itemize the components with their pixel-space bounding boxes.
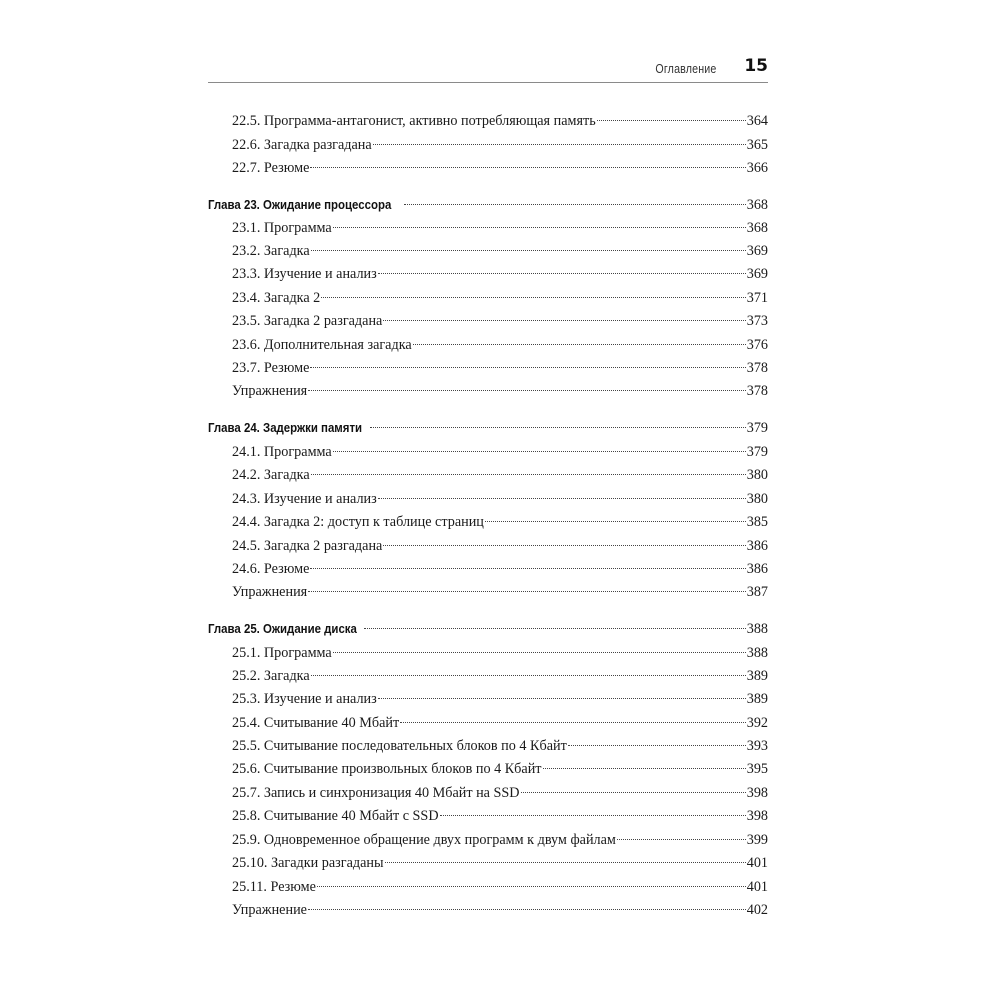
dot-leader [308, 909, 746, 910]
dot-leader [373, 144, 746, 145]
toc-page-number: 398 [746, 808, 768, 824]
toc-section-entry[interactable] [232, 782, 768, 804]
dot-leader [333, 652, 746, 653]
toc-page-number: 392 [746, 715, 768, 731]
dot-leader [597, 120, 746, 121]
toc-section-entry[interactable] [232, 665, 768, 687]
toc-entry-title: Упражнения [232, 584, 308, 600]
toc-page-number: 366 [746, 160, 768, 176]
dot-leader [543, 768, 746, 769]
toc-section-entry[interactable] [232, 334, 768, 356]
dot-leader [321, 297, 745, 298]
toc-entry-title: 24.2. Загадка [232, 467, 310, 483]
toc-entry-title: 23.2. Загадка [232, 243, 310, 259]
toc-section-entry[interactable] [232, 558, 768, 580]
dot-leader [385, 862, 746, 863]
toc-entry-title: 25.2. Загадка [232, 668, 310, 684]
toc-page-number: 379 [746, 420, 768, 436]
toc-section-entry[interactable] [232, 310, 768, 332]
toc-page-number: 386 [746, 561, 768, 577]
dot-leader [378, 273, 746, 274]
toc-page-number: 401 [746, 879, 768, 895]
dot-leader [370, 427, 746, 428]
toc-entry-title: 25.9. Одновременное обращение двух программ к двум файлам [232, 832, 616, 848]
toc-entry-title: 23.6. Дополнительная загадка [232, 337, 412, 353]
toc-page-number: 399 [746, 832, 768, 848]
dot-leader [400, 722, 746, 723]
toc-page-number: 378 [746, 383, 768, 399]
running-header [208, 54, 768, 84]
toc-entry-title: 25.5. Считывание последовательных блоков по 4 Кбайт [232, 738, 567, 754]
toc-page-number: 380 [746, 491, 768, 507]
toc-entry-title: 23.3. Изучение и анализ [232, 266, 377, 282]
dot-leader [485, 521, 746, 522]
toc-entry-title: 23.7. Резюме [232, 360, 310, 376]
dot-leader [440, 815, 746, 816]
toc-entry-title: 24.4. Загадка 2: доступ к таблице страниц [232, 514, 484, 530]
toc-page-number: 380 [746, 467, 768, 483]
toc-entry-title: 25.10. Загадки разгаданы [232, 855, 384, 871]
toc-page-number: 371 [746, 290, 768, 306]
toc-page-number: 388 [746, 621, 768, 637]
toc-section-entry[interactable] [232, 217, 768, 239]
dot-leader [364, 628, 746, 629]
dot-leader [311, 474, 746, 475]
dot-leader [311, 675, 746, 676]
dot-leader [378, 698, 746, 699]
dot-leader [617, 839, 746, 840]
toc-page-number: 364 [746, 113, 768, 129]
toc-section-entry[interactable] [232, 134, 768, 156]
dot-leader [311, 250, 746, 251]
toc-entry-title: 24.3. Изучение и анализ [232, 491, 377, 507]
toc-page-number: 402 [746, 902, 768, 918]
toc-entry-title: 22.6. Загадка разгадана [232, 137, 372, 153]
toc-entry-title: 22.5. Программа-антагонист, активно потребляющая память [232, 113, 596, 129]
toc-entry-title: 25.4. Считывание 40 Мбайт [232, 715, 400, 731]
dot-leader [310, 367, 745, 368]
toc-section-entry[interactable] [232, 357, 768, 379]
toc-entry-title: 24.6. Резюме [232, 561, 310, 577]
toc-section-entry[interactable] [232, 876, 768, 898]
dot-leader [308, 591, 746, 592]
toc-entry-title: 25.3. Изучение и анализ [232, 691, 377, 707]
dot-leader [521, 792, 746, 793]
dot-leader [333, 451, 746, 452]
header-page-number: 15 [744, 56, 768, 76]
header-divider [208, 82, 768, 83]
dot-leader [308, 390, 746, 391]
toc-section-entry[interactable] [232, 735, 768, 757]
toc-page-number: 368 [746, 220, 768, 236]
dot-leader [310, 167, 745, 168]
toc-entry-title: 23.4. Загадка 2 [232, 290, 321, 306]
toc-section-entry[interactable] [232, 535, 768, 557]
toc-section-entry[interactable] [232, 581, 768, 603]
toc-page-number: 376 [746, 337, 768, 353]
toc-entry-title: 24.1. Программа [232, 444, 332, 460]
toc-page-number: 378 [746, 360, 768, 376]
toc-section-entry[interactable] [232, 110, 768, 132]
toc-section-entry[interactable] [232, 852, 768, 874]
toc-section-entry[interactable] [232, 287, 768, 309]
header-section-title: Оглавление [654, 61, 716, 76]
toc-section-entry[interactable] [232, 441, 768, 463]
toc-chapter-entry[interactable] [208, 417, 768, 439]
toc-entry-title: 23.1. Программа [232, 220, 332, 236]
toc-page-number: 386 [746, 538, 768, 554]
toc-section-entry[interactable] [232, 488, 768, 510]
toc-entry-title: Упражнения [232, 383, 308, 399]
toc-chapter-entry[interactable] [208, 618, 768, 640]
dot-leader [413, 344, 746, 345]
toc-entry-title: Глава 23. Ожидание процессора [208, 197, 392, 212]
toc-entry-title: Упражнение [232, 902, 307, 918]
dot-leader [383, 320, 745, 321]
toc-section-entry[interactable] [232, 642, 768, 664]
toc-section-entry[interactable] [232, 829, 768, 851]
toc-entry-title: 23.5. Загадка 2 разгадана [232, 313, 383, 329]
toc-section-entry[interactable] [232, 511, 768, 533]
toc-page-number: 368 [746, 197, 768, 213]
toc-entry-title: 24.5. Загадка 2 разгадана [232, 538, 383, 554]
dot-leader [378, 498, 746, 499]
toc-page-number: 373 [746, 313, 768, 329]
toc-section-entry[interactable] [232, 263, 768, 285]
dot-leader [317, 886, 746, 887]
toc-section-entry[interactable] [232, 688, 768, 710]
toc-entry-title: Глава 25. Ожидание диска [208, 621, 357, 636]
toc-section-entry[interactable] [232, 240, 768, 262]
toc-page-number: 388 [746, 645, 768, 661]
toc-chapter-entry[interactable] [208, 194, 768, 216]
toc-page-number: 389 [746, 691, 768, 707]
toc-page-number: 369 [746, 266, 768, 282]
toc-page-number: 385 [746, 514, 768, 530]
toc-entry-title: 25.7. Запись и синхронизация 40 Мбайт на SSD [232, 785, 520, 801]
toc-page-number: 379 [746, 444, 768, 460]
toc-section-entry[interactable] [232, 899, 768, 921]
toc-section-entry[interactable] [232, 758, 768, 780]
dot-leader [404, 204, 746, 205]
toc-section-entry[interactable] [232, 464, 768, 486]
dot-leader [310, 568, 745, 569]
toc-page-number: 401 [746, 855, 768, 871]
toc-section-entry[interactable] [232, 805, 768, 827]
toc-section-entry[interactable] [232, 157, 768, 179]
dot-leader [333, 227, 746, 228]
toc-entry-title: 25.8. Считывание 40 Мбайт с SSD [232, 808, 439, 824]
toc-entry-title: 22.7. Резюме [232, 160, 310, 176]
toc-page-number: 398 [746, 785, 768, 801]
toc-section-entry[interactable] [232, 380, 768, 402]
toc-page-number: 387 [746, 584, 768, 600]
toc-page-number: 369 [746, 243, 768, 259]
toc-page-number: 395 [746, 761, 768, 777]
dot-leader [568, 745, 746, 746]
toc-page-number: 389 [746, 668, 768, 684]
dot-leader [383, 545, 745, 546]
toc-page-number: 393 [746, 738, 768, 754]
toc-entry-title: 25.11. Резюме [232, 879, 316, 895]
toc-section-entry[interactable] [232, 712, 768, 734]
toc-entry-title: 25.6. Считывание произвольных блоков по 4 Кбайт [232, 761, 542, 777]
toc-entry-title: Глава 24. Задержки памяти [208, 420, 363, 435]
toc-entry-title: 25.1. Программа [232, 645, 332, 661]
toc-page-number: 365 [746, 137, 768, 153]
